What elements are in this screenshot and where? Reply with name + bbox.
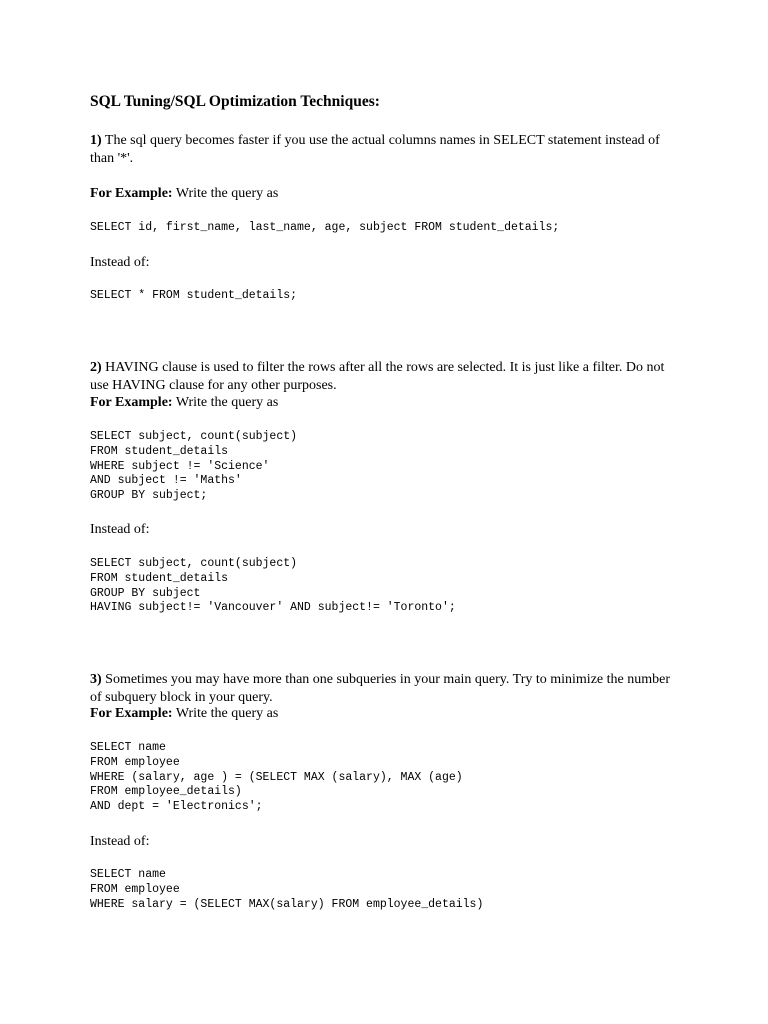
tip-1-for-example xyxy=(90,186,278,202)
tip-3-text: Sometimes you may have more than one subqueries in your main query. Try to minimize the number of subquery block in your query. xyxy=(90,672,670,705)
tip-2-for-example xyxy=(90,395,278,411)
for-example-label: For Example: xyxy=(90,186,173,201)
page-title: SQL Tuning/SQL Optimization Techniques: xyxy=(90,93,380,110)
tip-3-number: 3) xyxy=(90,672,102,687)
for-example-label: For Example: xyxy=(90,706,173,721)
for-example-text: Write the query as xyxy=(172,395,279,410)
tip-3-for-example xyxy=(90,706,278,722)
tip-3-code-bad: SELECT name FROM employee WHERE salary = (SELECT MAX(salary) FROM employee_details) xyxy=(90,868,484,911)
tip-3-code-good: SELECT name FROM employee WHERE (salary, age ) = (SELECT MAX (salary), MAX (age) FROM employee_details) AND dept = 'Electronics'; xyxy=(90,741,463,814)
tip-1-paragraph xyxy=(90,132,680,167)
tip-2-number: 2) xyxy=(90,360,102,375)
tip-1-instead-of: Instead of: xyxy=(90,255,150,270)
tip-1-code-good: SELECT id, first_name, last_name, age, subject FROM student_details; xyxy=(90,221,560,234)
tip-3-paragraph xyxy=(90,671,680,706)
for-example-label: For Example: xyxy=(90,395,173,410)
tip-1-code-bad: SELECT * FROM student_details; xyxy=(90,289,298,302)
tip-3-instead-of: Instead of: xyxy=(90,834,150,849)
tip-1-text: The sql query becomes faster if you use the actual columns names in SELECT statement instead of than '*'. xyxy=(90,133,660,166)
for-example-text: Write the query as xyxy=(172,706,279,721)
tip-2-paragraph xyxy=(90,359,680,394)
for-example-text: Write the query as xyxy=(172,186,279,201)
tip-2-instead-of: Instead of: xyxy=(90,522,150,537)
tip-2-code-good: SELECT subject, count(subject) FROM student_details WHERE subject != 'Science' AND subject != 'Maths' GROUP BY subject; xyxy=(90,430,298,503)
tip-2-code-bad: SELECT subject, count(subject) FROM student_details GROUP BY subject HAVING subject!= 'Vancouver' AND subject!= 'Toronto'; xyxy=(90,557,456,615)
tip-2-text: HAVING clause is used to filter the rows after all the rows are selected. It is just like a filter. Do not use HAVING clause for any other purposes. xyxy=(90,360,665,393)
tip-1-number: 1) xyxy=(90,133,102,148)
